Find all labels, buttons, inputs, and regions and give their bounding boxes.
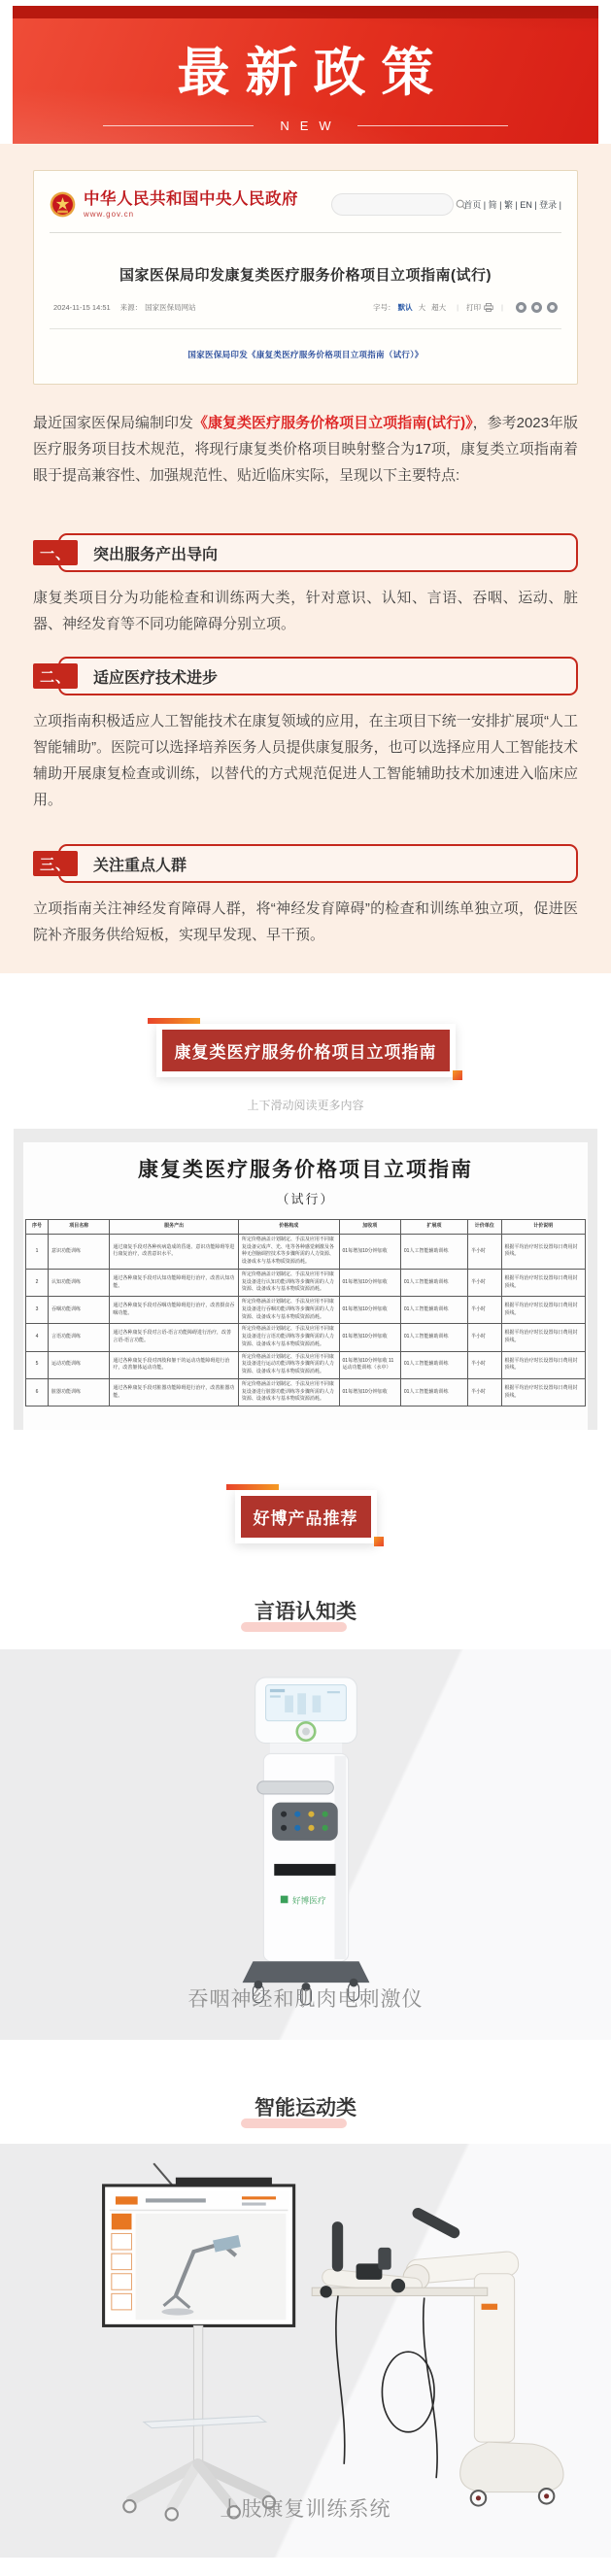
section-3-number-badge: 三、 <box>33 851 78 876</box>
divider-line-right <box>357 125 508 126</box>
print-button[interactable] <box>466 302 493 313</box>
gov-site-name: 中华人民共和国中央人民政府 <box>84 190 298 208</box>
guide-badge-wrap <box>0 1024 611 1077</box>
table-cell: 通过康复手段对各种疾病造成的昏迷、意识功能障碍等进行康复治疗，改善意识水平。 <box>110 1234 238 1269</box>
table-cell: 01每增加10分钟加收 <box>339 1269 400 1296</box>
section-1-number-badge: 一、 <box>33 540 78 565</box>
guide-table-body <box>26 1234 586 1406</box>
product-1-image <box>0 1649 611 2040</box>
gov-article-meta <box>50 302 561 313</box>
search-input[interactable] <box>332 194 456 215</box>
gov-site-identity <box>50 190 298 219</box>
table-cell: 运动功能训练 <box>49 1351 110 1378</box>
table-row <box>26 1351 586 1378</box>
table-header-cell: 序号 <box>26 1220 49 1235</box>
table-cell: 通过各种康复手段对认知功能障碍进行治疗，改善认知功能。 <box>110 1269 238 1296</box>
svg-text:好博医疗: 好博医疗 <box>291 1895 326 1906</box>
banner-subtitle: NEW <box>280 119 342 133</box>
section-1-header <box>33 533 578 572</box>
table-cell: 脏器功能训练 <box>49 1378 110 1406</box>
search-box[interactable] <box>331 193 454 216</box>
products-badge <box>235 1490 377 1543</box>
category-1-title: 言语认知类 <box>255 1596 356 1625</box>
table-header-cell: 价格构成 <box>238 1220 339 1235</box>
intro-suffix: ，参考2023年版医疗服务项目技术规范，将现行康复类价格项目映射整合为17项，康复类立项指南着眼于提高兼容性、加强规范性、贴近临床实际，呈现以下主要特点: <box>33 415 578 485</box>
section-2-title: 适应医疗技术进步 <box>58 657 578 695</box>
product-1-name: 吞咽神经和肌肉电刺激仪 <box>187 1988 424 2012</box>
table-header-cell: 计价说明 <box>501 1220 585 1235</box>
intro-paragraph <box>33 410 578 489</box>
section-2-header <box>33 657 578 695</box>
table-cell: 言语功能训练 <box>49 1324 110 1351</box>
guide-badge-label: 康复类医疗服务价格项目立项指南 <box>162 1030 450 1071</box>
table-cell: 根据平均治疗时长设置每日费用封顶线。 <box>501 1234 585 1269</box>
source-value: 国家医保局网站 <box>145 303 196 313</box>
gov-nav-links[interactable]: 首页 | 简 | 繁 | EN | 登录 | <box>463 200 561 211</box>
gov-article-title: 国家医保局印发康复类医疗服务价格项目立项指南(试行) <box>119 267 492 285</box>
table-cell: 3 <box>26 1297 49 1324</box>
font-size-default[interactable]: 默认 <box>397 303 413 313</box>
table-cell: 半小时 <box>468 1269 502 1296</box>
gov-site-screenshot-card <box>33 170 578 385</box>
gov-site-header <box>50 190 561 219</box>
divider <box>50 232 561 233</box>
guide-table-subtitle: （试行） <box>276 1193 335 1208</box>
table-row <box>26 1324 586 1351</box>
intro-prefix: 最近国家医保局编制印发 <box>33 415 194 432</box>
section-1-body: 康复类项目分为功能检查和训练两大类，针对意识、认知、言语、吞咽、运动、脏器、神经发育等不同功能障碍分别立项。 <box>33 590 578 633</box>
table-cell: 根据平均治疗时长设置每日费用封顶线。 <box>501 1297 585 1324</box>
share-more-icon[interactable] <box>547 302 558 313</box>
table-cell: 01人工智能辅助训练 <box>400 1378 467 1406</box>
font-size-label: 字号： <box>373 303 395 313</box>
table-header-cell: 服务产出 <box>110 1220 238 1235</box>
share-weibo-icon[interactable] <box>531 302 542 313</box>
table-cell: 根据平均治疗时长设置每日费用封顶线。 <box>501 1324 585 1351</box>
source-label: 来源： <box>119 303 143 313</box>
gov-site-url: www.gov.cn <box>84 210 135 220</box>
gov-site-name-block <box>84 190 298 219</box>
table-cell: 半小时 <box>468 1234 502 1269</box>
table-cell: 根据平均治疗时长设置每日费用封顶线。 <box>501 1351 585 1378</box>
section-3-header <box>33 844 578 883</box>
section-2-number-badge: 二、 <box>33 663 78 689</box>
separator: | <box>457 303 459 313</box>
category-2-wrap <box>0 2092 611 2121</box>
table-cell: 01每增加10分钟加收 <box>339 1378 400 1406</box>
scroll-hint: 上下滑动阅读更多内容 <box>247 1099 364 1113</box>
banner-title: 最新政策 <box>177 44 450 102</box>
printer-icon[interactable] <box>484 303 493 312</box>
table-cell: 01每增加10分钟加收 <box>339 1234 400 1269</box>
divider-line-left <box>103 125 254 126</box>
table-cell: 01每增加10分钟加收 <box>339 1324 400 1351</box>
table-cell: 半小时 <box>468 1378 502 1406</box>
table-cell: 半小时 <box>468 1324 502 1351</box>
table-header-cell: 项目名称 <box>49 1220 110 1235</box>
table-row <box>26 1234 586 1269</box>
table-cell: 通过各种康复手段对四肢和躯干的运动功能障碍进行治疗，改善躯体运动功能。 <box>110 1351 238 1378</box>
table-cell: 通过各种康复手段对言语-语言功能障碍进行治疗，改善言语-语言功能。 <box>110 1324 238 1351</box>
table-cell: 根据平均治疗时长设置每日费用封顶线。 <box>501 1378 585 1406</box>
table-cell: 所定价格涵盖计划制定、手法及应用不同康复设备进行认知功能训练等步骤所需的人力资源、设备成本与基本物质资源消耗。 <box>238 1269 339 1296</box>
table-header-row <box>26 1220 586 1235</box>
table-cell: 所定价格涵盖计划制定、手法及应用不同康复设备进行脏器功能训练等步骤所需的人力资源、设备成本与基本物质资源消耗。 <box>238 1378 339 1406</box>
table-cell: 根据平均治疗时长设置每日费用封顶线。 <box>501 1269 585 1296</box>
table-header-cell: 扩展项 <box>400 1220 467 1235</box>
table-cell: 所定价格涵盖计划制定、手法及应用不同康复设备进行运动功能训练等步骤所需的人力资源、设备成本与基本物质资源消耗。 <box>238 1351 339 1378</box>
table-header-cell: 加收项 <box>339 1220 400 1235</box>
table-row <box>26 1297 586 1324</box>
table-cell: 01每增加10分钟加收 <box>339 1297 400 1324</box>
table-cell: 2 <box>26 1269 49 1296</box>
national-emblem-icon <box>50 191 76 218</box>
table-cell: 01每增加10分钟加收 11运动功能训练（水中） <box>339 1351 400 1378</box>
product-2-image <box>0 2144 611 2558</box>
table-cell: 通过各种康复手段对吞咽功能障碍进行治疗，改善摄食吞咽功能。 <box>110 1297 238 1324</box>
upper-limb-system-illustration <box>24 2155 588 2534</box>
table-header-cell: 计价单位 <box>468 1220 502 1235</box>
gov-article-tools <box>373 302 558 313</box>
font-size-xlarge[interactable]: 超大 <box>431 303 447 313</box>
share-wechat-icon[interactable] <box>516 302 526 313</box>
section-2-body: 立项指南积极适应人工智能技术在康复领域的应用，在主项目下统一安排扩展项“人工智能辅助”。医院可以选择培养医务人员提供康复服务，也可以选择应用人工智能技术辅助开展康复检查或训练，以替代的方式规范促进人工智能辅助技术加速进入临床应用。 <box>33 713 578 809</box>
table-cell: 所定价格涵盖计划制定、手法及应用不同康复设备进行吞咽功能训练等步骤所需的人力资源、设备成本与基本物质资源消耗。 <box>238 1297 339 1324</box>
bottom-spacer <box>0 2558 611 2576</box>
product-2-name: 上肢康复训练系统 <box>220 2498 391 2522</box>
table-cell: 意识功能训练 <box>49 1234 110 1269</box>
table-cell: 半小时 <box>468 1297 502 1324</box>
category-2-title: 智能运动类 <box>255 2092 356 2121</box>
gov-site-header-right <box>331 193 561 216</box>
article-body <box>0 144 611 973</box>
table-cell: 01人工智能辅助训练 <box>400 1269 467 1296</box>
section-3-body: 立项指南关注神经发育障碍人群，将“神经发育障碍”的检查和训练单独立项，促进医院补齐服务供给短板，实现早发现、早干预。 <box>33 900 578 944</box>
guide-table <box>25 1219 586 1407</box>
print-label[interactable]: 打印 <box>466 303 482 313</box>
article-date: 2024-11-15 14:51 <box>53 303 111 313</box>
table-row <box>26 1378 586 1406</box>
table-cell: 6 <box>26 1378 49 1406</box>
table-cell: 1 <box>26 1234 49 1269</box>
table-cell: 01人工智能辅助训练 <box>400 1351 467 1378</box>
separator: | <box>501 303 503 313</box>
guide-table-title: 康复类医疗服务价格项目立项指南 <box>138 1157 473 1182</box>
divider <box>50 328 561 329</box>
policy-banner <box>13 6 598 144</box>
banner-subtitle-row <box>13 119 598 133</box>
guide-badge <box>156 1024 456 1077</box>
table-cell: 认知功能训练 <box>49 1269 110 1296</box>
products-badge-wrap <box>0 1490 611 1543</box>
policy-doc-link[interactable]: 国家医保局印发《康复类医疗服务价格项目立项指南（试行）》 <box>187 350 424 360</box>
table-cell: 01人工智能辅助训练 <box>400 1297 467 1324</box>
section-1-title: 突出服务产出导向 <box>58 533 578 572</box>
table-row <box>26 1269 586 1296</box>
section-3-title: 关注重点人群 <box>58 844 578 883</box>
table-cell: 01人工智能辅助训练 <box>400 1324 467 1351</box>
swallow-stimulator-illustration <box>199 1667 413 2017</box>
table-cell: 01人工智能辅助训练 <box>400 1234 467 1269</box>
table-cell: 所定价格涵盖计划制定、手法及应用不同康复设备完成声、光、电等各种感觉刺激及各种无创脑调控技术等步骤所需的人力资源、设备成本与基本物质资源消耗。 <box>238 1234 339 1269</box>
intro-highlight: 《康复类医疗服务价格项目立项指南(试行)》 <box>193 415 473 432</box>
guide-table-scroll-area[interactable] <box>14 1129 597 1430</box>
products-badge-label: 好博产品推荐 <box>241 1496 371 1538</box>
table-cell: 5 <box>26 1351 49 1378</box>
table-cell: 半小时 <box>468 1351 502 1378</box>
table-cell: 4 <box>26 1324 49 1351</box>
table-cell: 所定价格涵盖计划制定、手法及应用不同康复设备进行言语功能训练等步骤所需的人力资源、设备成本与基本物质资源消耗。 <box>238 1324 339 1351</box>
guide-table-paper <box>23 1142 588 1430</box>
category-1-wrap <box>0 1596 611 1625</box>
table-cell: 吞咽功能训练 <box>49 1297 110 1324</box>
table-cell: 通过各种康复手段对脏器功能障碍进行治疗，改善脏器功能。 <box>110 1378 238 1406</box>
font-size-large[interactable]: 大 <box>418 303 426 313</box>
